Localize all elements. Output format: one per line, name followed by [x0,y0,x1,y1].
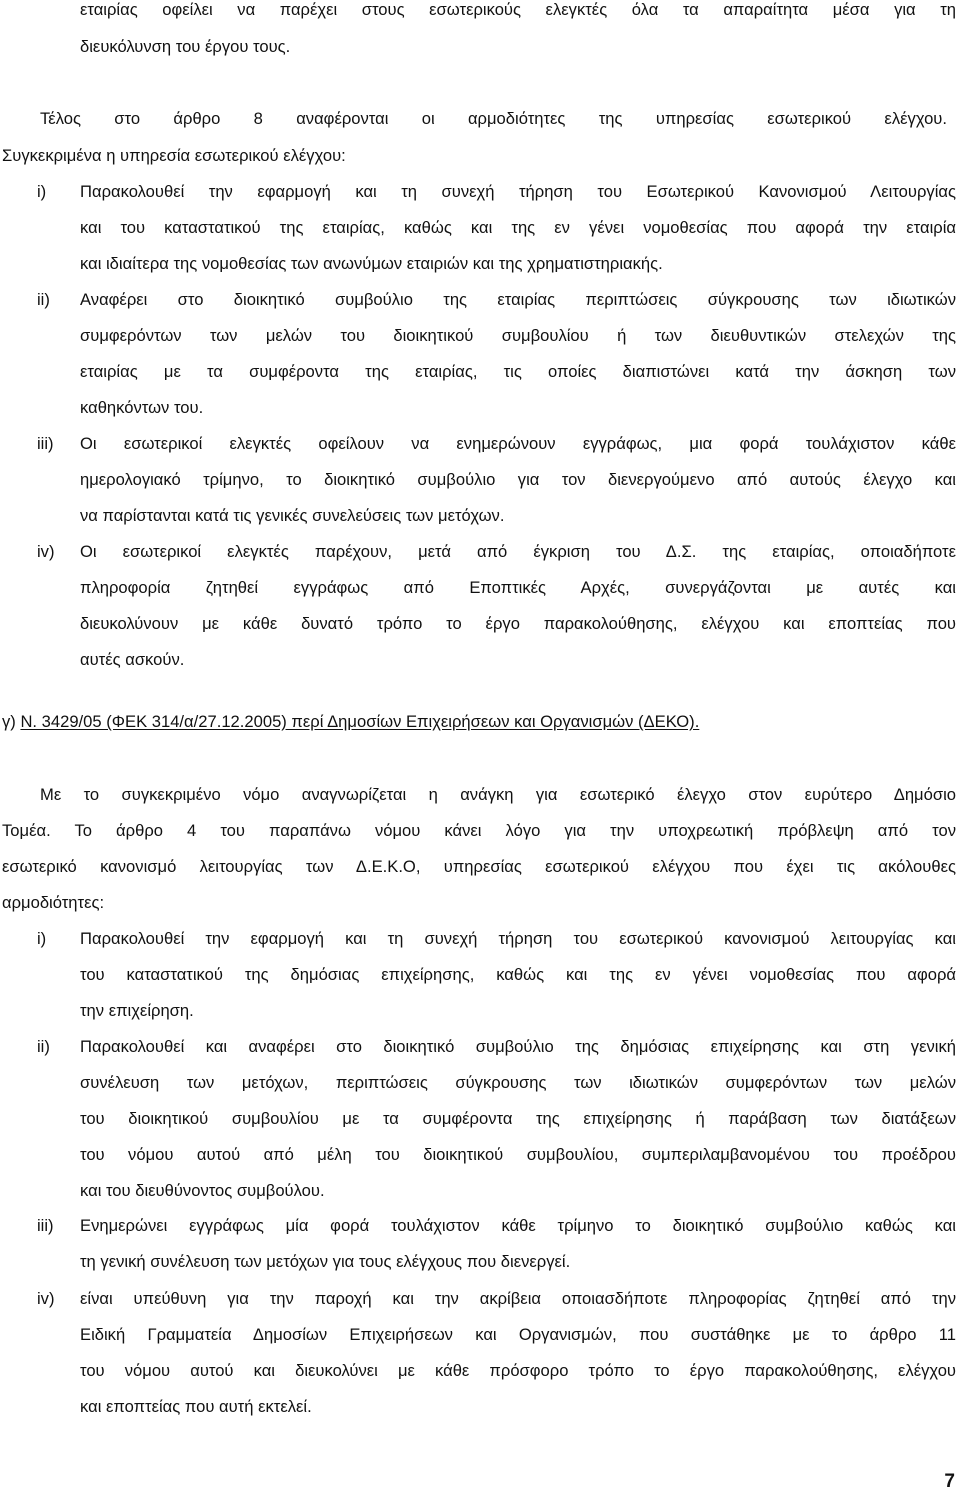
list-item-line: Ειδική Γραμματεία Δημοσίων Επιχειρήσεων και Οργανισμών, που συστάθηκε με το άρθρο 11 [80,1325,956,1344]
paragraph-line: Με το συγκεκριμένο νόμο αναγνωρίζεται η ανάγκη για εσωτερικό έλεγχο στον ευρύτερο Δημόσιο [40,785,956,804]
page-number: 7 [944,1471,955,1492]
list-item-line: και εποπτείας που αυτή εκτελεί. [80,1397,312,1416]
list-item-line: Ενημερώνει εγγράφως μία φορά τουλάχιστον κάθε τρίμηνο το διοικητικό συμβούλιο καθώς και [80,1216,956,1235]
intro-line: Τέλος στο άρθρο 8 αναφέρονται οι αρμοδιότητες της υπηρεσίας εσωτερικού ελέγχου. [40,109,947,128]
list-item-line: του νόμου αυτού από μέλη του διοικητικού συμβουλίου, συμπεριλαμβανομένου του προέδρου [80,1145,956,1164]
list-item-line: συμφερόντων των μελών του διοικητικού συμβουλίου ή των διευθυντικών στελεχών της [80,326,956,345]
list-item-line: του καταστατικού της δημόσιας επιχείρησης, καθώς και της εν γένει νομοθεσίας που αφορά [80,965,956,984]
list-item-line: Οι εσωτερικοί ελεγκτές παρέχουν, μετά από έγκριση του Δ.Σ. της εταιρίας, οποιαδήποτε [80,542,956,561]
list-item-line: τη γενική συνέλευση των μετόχων για τους ελέγχους που διενεργεί. [80,1252,571,1271]
list-item-line: του διοικητικού συμβουλίου με τα συμφέροντα της επιχείρησης ή παράβαση των διατάξεων [80,1109,956,1128]
list-item-line: εταιρίας με τα συμφέροντα της εταιρίας, τις οποίες διαπιστώνει κατά την άσκηση των [80,362,956,381]
section-heading [2,712,699,732]
list-item-line: αυτές ασκούν. [80,650,185,669]
list-marker: ii) [37,1037,50,1056]
paragraph-line: εσωτερικό κανονισμό λειτουργίας των Δ.Ε.Κ.Ο, υπηρεσίας εσωτερικού ελέγχου που έχει τις ακόλουθες [2,857,956,876]
list-marker: iii) [37,434,54,453]
list-item-line: καθηκόντων του. [80,398,204,417]
intro-line: διευκόλυνση του έργου τους. [80,37,291,56]
list-marker: ii) [37,290,50,309]
intro-line: εταιρίας οφείλει να παρέχει στους εσωτερικούς ελεγκτές όλα τα απαραίτητα μέσα για τη [80,0,956,19]
list-item-line: Οι εσωτερικοί ελεγκτές οφείλουν να ενημερώνουν εγγράφως, μια φορά τουλάχιστον κάθε [80,434,956,453]
list-item-line: διευκολύνουν με κάθε δυνατό τρόπο το έργο παρακολούθησης, ελέγχου και εποπτείας που [80,614,956,633]
list-marker: i) [37,182,47,201]
list-marker: i) [37,929,47,948]
list-item-line: και του καταστατικού της εταιρίας, καθώς και της εν γένει νομοθεσίας που αφορά την εταιρία [80,218,956,237]
paragraph-line: Τομέα. Το άρθρο 4 του παραπάνω νόμου κάνει λόγο για την υποχρεωτική πρόβλεψη από τον [2,821,956,840]
list-item-line: και ιδιαίτερα της νομοθεσίας των ανωνύμων εταιριών και της χρηματιστηριακής. [80,254,663,273]
heading-prefix: γ) [2,712,21,731]
list-marker: iii) [37,1216,54,1235]
list-item-line: Παρακολουθεί την εφαρμογή και τη συνεχή τήρηση του εσωτερικού κανονισμού λειτουργίας και [80,929,956,948]
list-item-line: και του διευθύνοντος συμβούλου. [80,1181,325,1200]
list-item-line: ημερολογιακό τρίμηνο, το διοικητικό συμβούλιο για τον διενεργούμενο από αυτούς έλεγχο και [80,470,956,489]
intro-line: Συγκεκριμένα η υπηρεσία εσωτερικού ελέγχου: [2,146,346,165]
list-item-line: πληροφορία ζητηθεί εγγράφως από Εποπτικές Αρχές, συνεργάζονται με αυτές και [80,578,956,597]
list-marker: iv) [37,542,55,561]
list-item-line: Παρακολουθεί την εφαρμογή και τη συνεχή τήρηση του Εσωτερικού Κανονισμού Λειτουργίας [80,182,956,201]
heading-law-title: Ν. 3429/05 (ΦΕΚ 314/α/27.12.2005) περί Δημοσίων Επιχειρήσεων και Οργανισμών (ΔΕΚΟ). [20,712,700,731]
paragraph-line: αρμοδιότητες: [2,893,105,912]
list-item-line: είναι υπεύθυνη για την παροχή και την ακρίβεια οποιασδήποτε πληροφορίας ζητηθεί από την [80,1289,956,1308]
list-marker: iv) [37,1289,55,1308]
list-item-line: Παρακολουθεί και αναφέρει στο διοικητικό συμβούλιο της δημόσιας επιχείρησης και στη γενική [80,1037,956,1056]
list-item-line: την επιχείρηση. [80,1001,194,1020]
list-item-line: συνέλευση των μετόχων, περιπτώσεις σύγκρουσης των ιδιωτικών συμφερόντων των μελών [80,1073,956,1092]
list-item-line: Αναφέρει στο διοικητικό συμβούλιο της εταιρίας περιπτώσεις σύγκρουσης των ιδιωτικών [80,290,956,309]
list-item-line: να παρίστανται κατά τις γενικές συνελεύσεις των μετόχων. [80,506,505,525]
list-item-line: του νόμου αυτού και διευκολύνει με κάθε πρόσφορο τρόπο το έργο παρακολούθησης, ελέγχου [80,1361,956,1380]
